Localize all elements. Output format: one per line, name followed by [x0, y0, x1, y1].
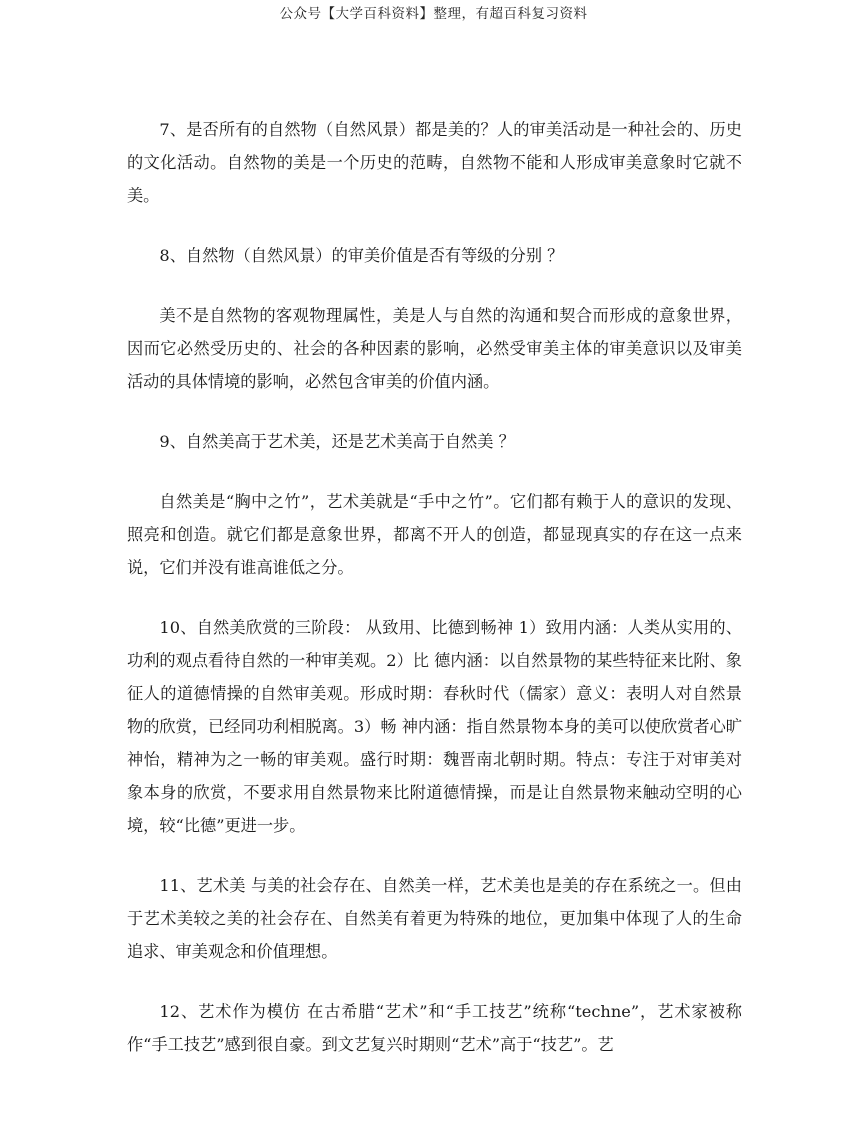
page-header: 公众号【大学百科资料】整理，有超百科复习资料: [279, 6, 588, 22]
paragraph-q8-heading: 8、自然物（自然风景）的审美价值是否有等级的分别 ？: [159, 246, 564, 265]
paragraph-q8-answer: 美不是自然物的客观物理属性，美是人与自然的沟通和契合而形成的意象世界，因而它必然受历史的、社会的各种因素的影响，必然受审美主体的审美意识以及审美活动的具体情境的影响，必然包含审美的价值内涵。: [127, 306, 742, 391]
paragraph-q12: 12、艺术作为模仿 在古希腊“艺术”和“手工技艺”统称“techne”，艺术家被称作“手工技艺”感到很自豪。到文艺复兴时期则“艺术”高于“技艺”。艺: [127, 1002, 742, 1054]
paragraph-q9-answer: 自然美是“胸中之竹”，艺术美就是“手中之竹”。它们都有赖于人的意识的发现、照亮和创造。就它们都是意象世界，都离不开人的创造，都显现真实的存在这一点来说，它们并没有谁高谁低之分。: [127, 492, 742, 577]
paragraph-q11: 11、艺术美 与美的社会存在、自然美一样，艺术美也是美的存在系统之一。但由于艺术美较之美的社会存在、自然美有着更为特殊的地位，更加集中体现了人的生命追求、审美观念和价值理想。: [127, 876, 742, 961]
paragraph-q7: 7、是否所有的自然物（自然风景）都是美的？人的审美活动是一种社会的、历史的文化活动。自然物的美是一个历史的范畴，自然物不能和人形成审美意象时它就不美。: [127, 120, 742, 205]
document-body: [127, 113, 742, 1061]
paragraph-q9-heading: 9、自然美高于艺术美，还是艺术美高于自然美 ？: [159, 432, 515, 451]
paragraph-q10: 10、自然美欣赏的三阶段： 从致用、比德到畅神 1）致用内涵：人类从实用的、功利的观点看待自然的一种审美观。2）比 德内涵：以自然景物的某些特征来比附、象征人的道德情操的自然审美观。形成时期：春秋时代（儒家）意义：表明人对自然景物的欣赏，已经同功利相脱离。3）畅 神内涵：指自然景物本身的美可以使欣赏者心旷神怡，精神为之一畅的审美观。盛行时期：魏晋南北朝时期。特点：专注于对审美对象本身的欣赏，不要求用自然景物来比附道德情操，而是让自然景物来触动空明的心境，较“比德”更进一步。: [127, 618, 742, 835]
